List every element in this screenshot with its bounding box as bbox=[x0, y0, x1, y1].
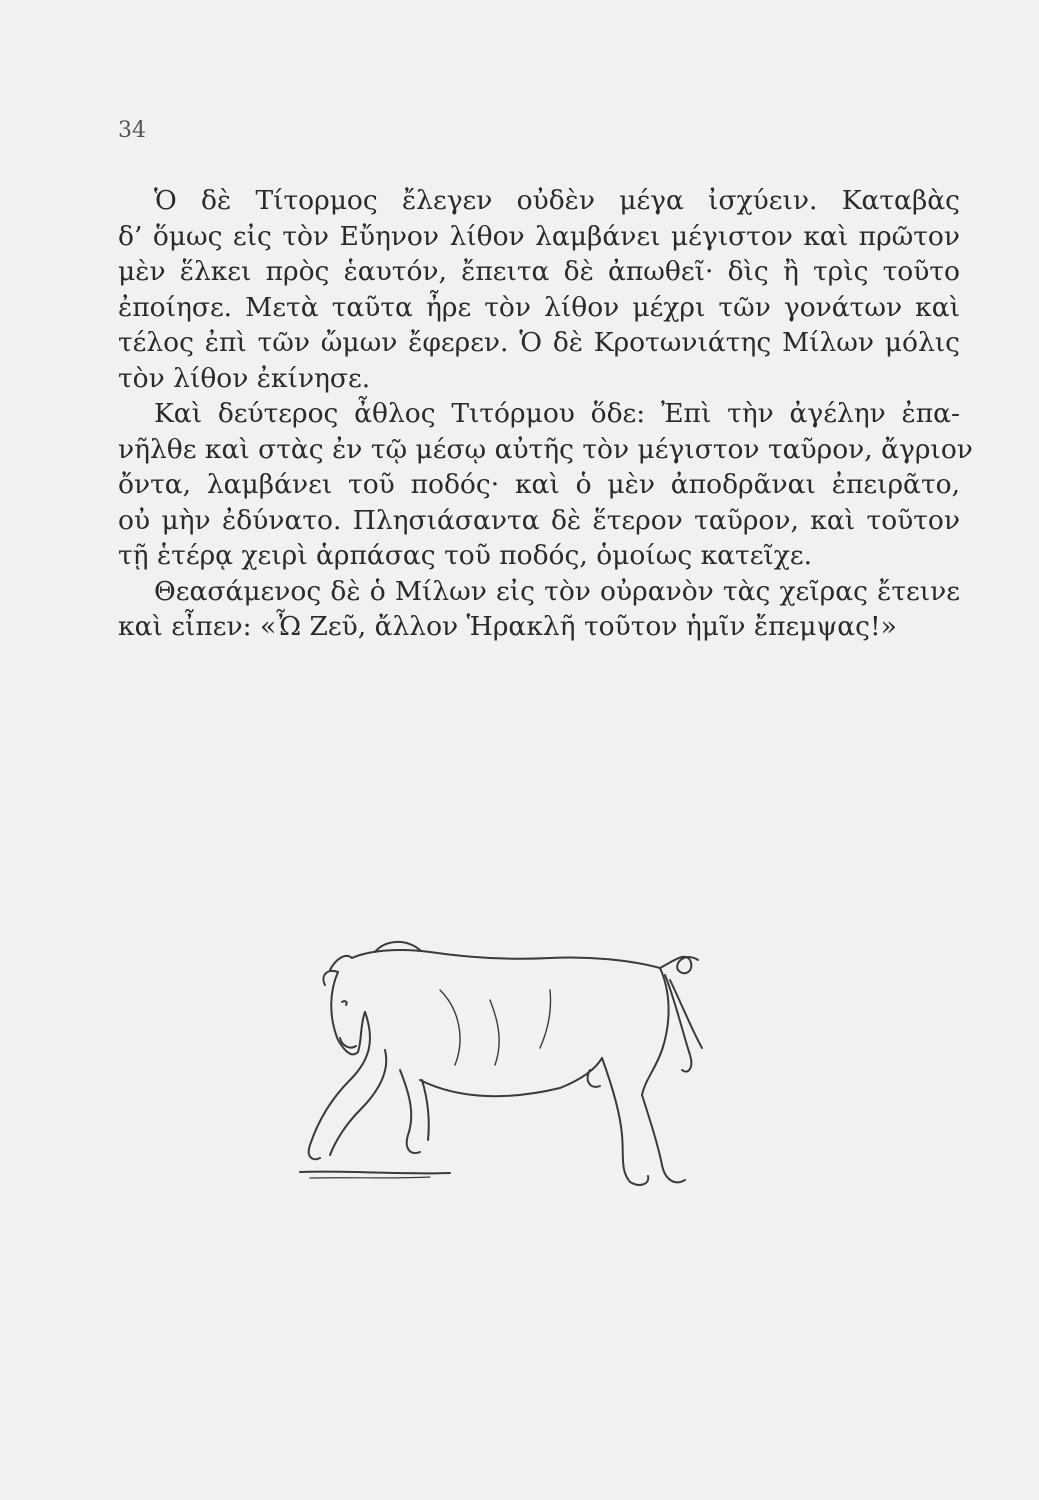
text-line: μὲν ἕλκει πρὸς ἑαυτόν, ἔπειτα δὲ ἀπωθεῖ· δὶς ἢ τρὶς τοῦτο bbox=[118, 256, 960, 287]
body-text bbox=[118, 183, 973, 645]
text-line: Ὁ δὲ Τίτορμος ἔλεγεν οὐδὲν μέγα ἰσχύειν. Καταβὰς bbox=[154, 185, 960, 216]
text-line: τὸν λίθον ἐκίνησε. bbox=[118, 362, 371, 394]
text-line: τέλος ἐπὶ τῶν ὤμων ἔφερεν. Ὁ δὲ Κροτωνιάτης Μίλων μόλις bbox=[118, 327, 960, 358]
text-line: Καὶ δεύτερος ἆθλος Τιτόρμου ὅδε: Ἐπὶ τὴν ἀγέλην ἐπα- bbox=[154, 398, 960, 429]
text-line: ὄντα, λαμβάνει τοῦ ποδός· καὶ ὁ μὲν ἀποδρᾶναι ἐπειρᾶτο, bbox=[118, 469, 960, 500]
page-number: 34 bbox=[118, 118, 146, 143]
text-line: καὶ εἶπεν: «Ὦ Ζεῦ, ἄλλον Ἡρακλῆ τοῦτον ἡμῖν ἔπεμψας!» bbox=[118, 611, 897, 642]
text-line: νῆλθε καὶ στὰς ἐν τῷ μέσῳ αὐτῆς τὸν μέγιστον ταῦρον, ἄγριον bbox=[118, 433, 973, 465]
text-line: οὐ μὴν ἐδύνατο. Πλησιάσαντα δὲ ἕτερον ταῦρον, καὶ τοῦτον bbox=[118, 504, 960, 536]
bull-drawing-icon bbox=[290, 930, 720, 1220]
text-line: ἐποίησε. Μετὰ ταῦτα ἦρε τὸν λίθον μέχρι τῶν γονάτων καὶ bbox=[118, 291, 960, 323]
text-line: Θεασάμενος δὲ ὁ Μίλων εἰς τὸν οὐρανὸν τὰς χεῖρας ἔτεινε bbox=[154, 575, 960, 607]
text-line: δ’ ὅμως εἰς τὸν Εὔηνον λίθον λαμβάνει μέγιστον καὶ πρῶτον bbox=[118, 220, 960, 252]
text-line: τῇ ἑτέρᾳ χειρὶ ἁρπάσας τοῦ ποδός, ὁμοίως κατεῖχε. bbox=[118, 540, 813, 571]
